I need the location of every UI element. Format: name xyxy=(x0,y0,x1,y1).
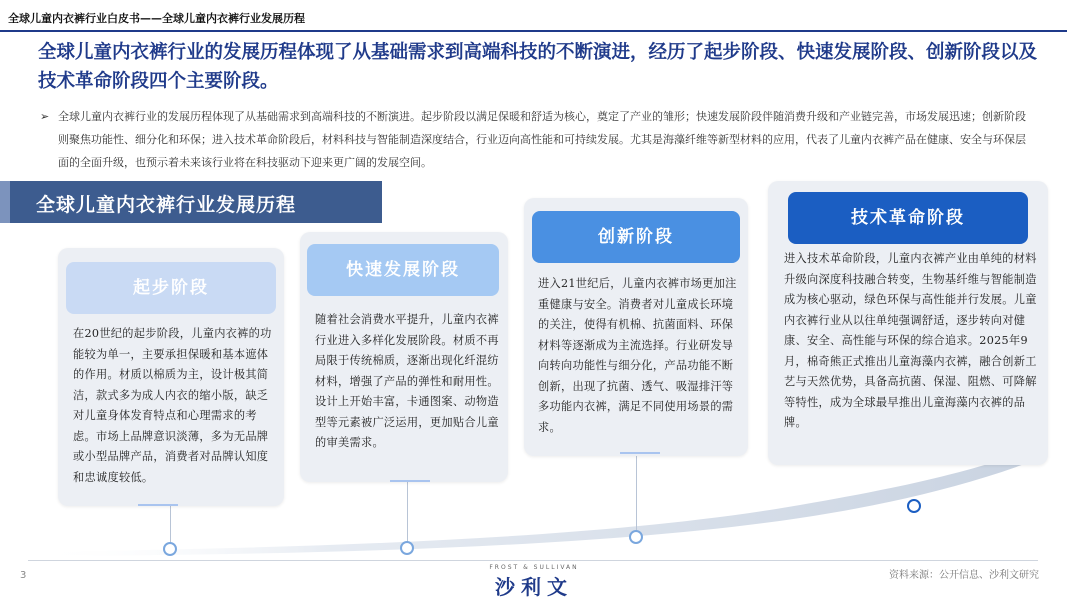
footer-rule xyxy=(28,560,1038,561)
stage-pip-2 xyxy=(390,480,430,482)
document-title: 全球儿童内衣裤行业白皮书——全球儿童内衣裤行业发展历程 xyxy=(8,12,305,25)
stage-title-2: 快速发展阶段 xyxy=(307,244,499,296)
stage-text-4: 进入技术革命阶段，儿童内衣裤产业由单纯的材料升级向深度科技融合转变，生物基纤维与智能制造成为核心驱动，绿色环保与高性能并行发展。儿童内衣裤行业从以往单纯强调舒适，逐步转向对健康、安全、高性能与环保的综合追求。2025年9月，棉奇熊正式推出儿童海藻内衣裤，融合创新工艺与天然优势，具备高抗菌、保湿、阻燃、可降解等特性，成为全球最早推出儿童海藻内衣裤的品牌。 xyxy=(784,252,1037,429)
stage-card-4 xyxy=(768,181,1048,465)
stage-card-1 xyxy=(58,248,284,506)
summary-text: 全球儿童内衣裤行业的发展历程体现了从基础需求到高端科技的不断演进。起步阶段以满足保暖和舒适为核心，奠定了产业的雏形；快速发展阶段伴随消费升级和产业链完善，市场发展迅速；创新阶段则聚焦功能性、细分化和环保；进入技术革命阶段后，材料科技与智能制造深度结合，行业迈向高性能和可持续发展。尤其是海藻纤维等新型材料的应用，代表了儿童内衣裤产品在健康、安全与环保层面的全面升级，也预示着未来该行业将在科技驱动下迎来更广阔的发展空间。 xyxy=(58,110,1026,169)
connector-line-3 xyxy=(636,456,637,532)
stage-pip-3 xyxy=(620,452,660,454)
source-note: 资料来源：公开信息、沙利文研究 xyxy=(889,570,1039,581)
stage-title-1: 起步阶段 xyxy=(66,262,276,314)
stage-card-2 xyxy=(300,232,508,482)
stage-text-2: 随着社会消费水平提升，儿童内衣裤行业进入多样化发展阶段。材质不再局限于传统棉质，逐渐出现化纤混纺材料，增强了产品的弹性和耐用性。设计上开始丰富，卡通图案、动物造型等元素被广泛运用，更加贴合儿童的审美需求。 xyxy=(315,313,499,449)
connector-line-1 xyxy=(170,506,171,546)
headline: 全球儿童内衣裤行业的发展历程体现了从基础需求到高端科技的不断演进，经历了起步阶段、快速发展阶段、创新阶段以及技术革命阶段四个主要阶段。 xyxy=(38,42,1038,92)
bullet-arrow-icon: ➢ xyxy=(40,110,50,123)
page-number: 3 xyxy=(20,570,27,581)
logo-wordmark: 沙利文 xyxy=(495,575,573,599)
stage-pip-1 xyxy=(138,504,178,506)
logo-subtitle: FROST & SULLIVAN xyxy=(489,564,579,571)
stage-text-1: 在20世纪的起步阶段，儿童内衣裤的功能较为单一，主要承担保暖和基本遮体的作用。材质以棉质为主，设计极其简洁，款式多为成人内衣的缩小版，缺乏对儿童身体发育特点和心理需求的考虑。市场上品牌意识淡薄，多为无品牌或小型品牌产品，消费者对品牌认知度和忠诚度较低。 xyxy=(73,327,272,484)
stage-card-3 xyxy=(524,198,748,456)
timeline-node-4 xyxy=(907,499,921,513)
section-title: 全球儿童内衣裤行业发展历程 xyxy=(36,194,297,216)
stage-title-4: 技术革命阶段 xyxy=(788,192,1028,244)
stage-text-3: 进入21世纪后，儿童内衣裤市场更加注重健康与安全。消费者对儿童成长环境的关注，使得有机棉、抗菌面料、环保材料等逐渐成为主流选择。行业研发导向转向功能性与细分化，产品功能不断创新，出现了抗菌、透气、吸湿排汗等多功能内衣裤，满足不同使用场景的需求。 xyxy=(538,277,737,434)
timeline-node-2 xyxy=(400,541,414,555)
timeline-node-3 xyxy=(629,530,643,544)
timeline-node-1 xyxy=(163,542,177,556)
stage-title-3: 创新阶段 xyxy=(532,211,740,263)
connector-line-2 xyxy=(407,482,408,544)
